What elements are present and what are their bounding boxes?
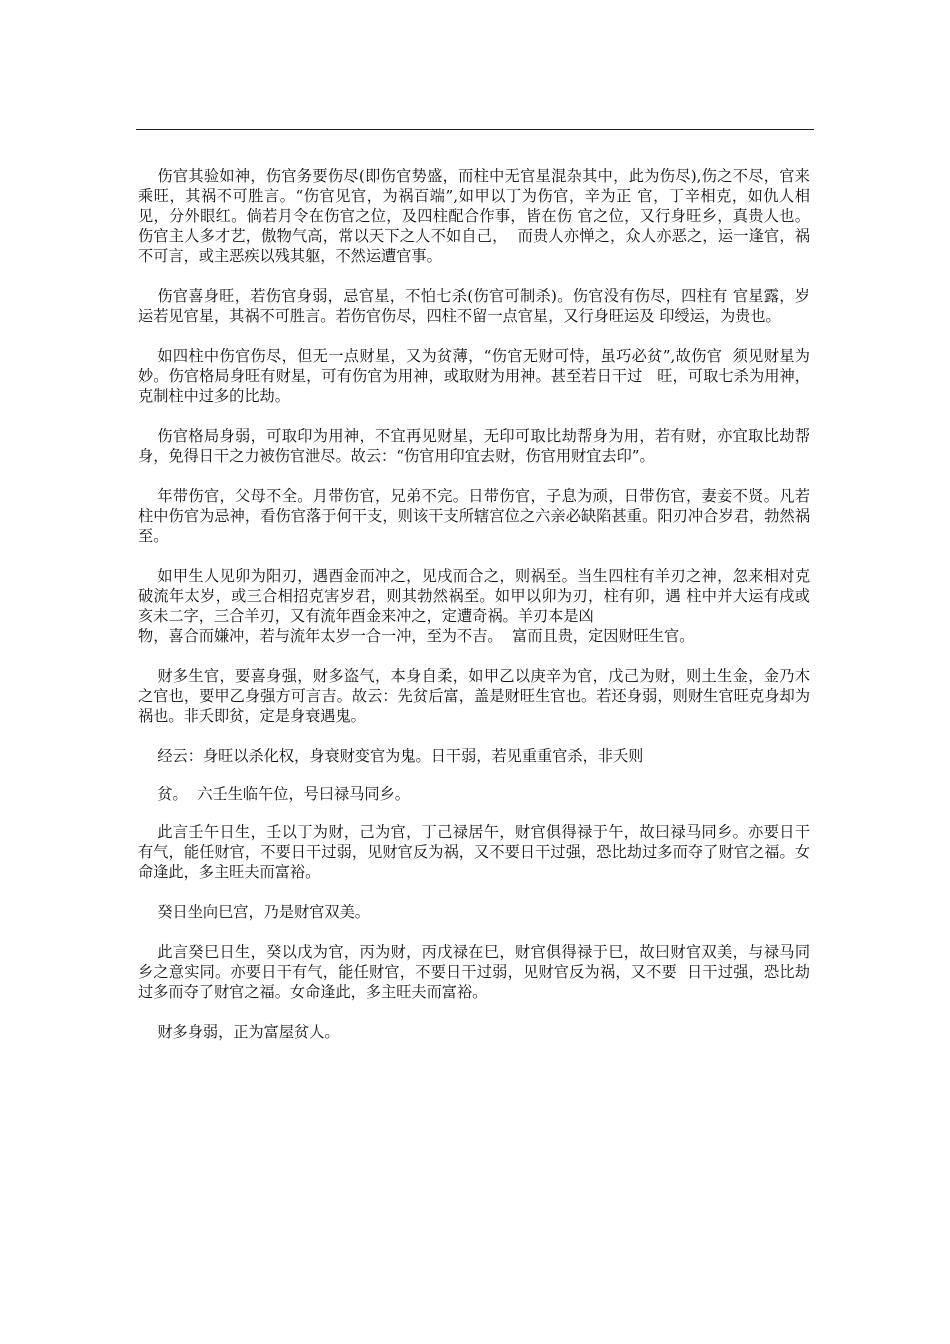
paragraph-7: 财多生官，要喜身强，财多盗气，本身自柔，如甲乙以庚辛为官，戊己为财，则土生金，金乃木之官也，要甲乙身强方可言吉。故云：先贫后富，盖是财旺生官也。若还身弱，则财生官旺克身却为祸也。非夭即贫，定是身衰遇鬼。 bbox=[138, 667, 810, 725]
paragraph-4: 伤官格局身弱，可取印为用神，不宜再见财星，无印可取比劫帮身为用，若有财，亦宜取比劫帮身，免得日干之力被伤官泄尽。故云：“伤官用印宜去财，伤官用财宜去印”。 bbox=[138, 427, 810, 465]
paragraph-3: 如四柱中伤官伤尽，但无一点财星，又为贫薄，“伤官无财可恃，虽巧必贫”,故伤官 须见财星为妙。伤官格局身旺有财星，可有伤官为用神，或取财为用神。甚至若日干过 旺，可取七杀为用神，克制柱中过多的比劫。 bbox=[138, 347, 810, 405]
paragraph-10: 此言壬午日生，壬以丁为财，己为官，丁己禄居午，财官俱得禄于午，故曰禄马同乡。亦要日干有气，能任财官，不要日干过弱，见财官反为祸，又不要日干过强，恐比劫过多而夺了财官之福。女命逢此，多主旺夫而富裕。 bbox=[138, 823, 810, 881]
paragraph-13: 财多身弱，正为富屋贫人。 bbox=[157, 1023, 340, 1041]
paragraph-2: 伤官喜身旺，若伤官身弱，忌官星，不怕七杀(伤官可制杀)。伤官没有伤尽，四柱有 官星露，岁运若见官星，其祸不可胜言。若伤官伤尽，四柱不留一点官星，又行身旺运及 印绶运，为贵也。 bbox=[138, 287, 810, 325]
paragraph-5: 年带伤官，父母不全。月带伤官，兄弟不完。日带伤官，子息为顽，日带伤官，妻妾不贤。凡若柱中伤官为忌神，看伤官落于何干支，则该干支所辖宫位之六亲必缺陷甚重。阳刃冲合岁君，勃然祸至。 bbox=[138, 487, 810, 545]
paragraph-11: 癸日坐向巳宫，乃是财官双美。 bbox=[157, 903, 370, 921]
paragraph-6: 如甲生人见卯为阳刃，遇酉金而冲之，见戌而合之，则祸至。当生四柱有羊刃之神，忽来相对克破流年太岁，或三合相招克害岁君，则其勃然祸至。如甲以卯为刃，柱有卯，遇 柱中并大运有戌或亥未二字，三合羊刃，又有流年酉金来冲之，定遭奇祸。羊刃本是凶 物，喜合而嫌冲，若与流年太岁一合一冲，至为不吉。 富而且贵，定因财旺生官。 bbox=[138, 567, 810, 645]
header-rule bbox=[136, 129, 814, 130]
paragraph-9: 贫。 六壬生临午位，号曰禄马同乡。 bbox=[157, 785, 410, 803]
paragraph-8: 经云：身旺以杀化权，身衰财变官为鬼。日干弱，若见重重官杀，非夭则 bbox=[157, 747, 644, 765]
paragraph-12: 此言癸巳日生，癸以戊为官，丙为财，丙戊禄在巳，财官俱得禄于巳，故曰财官双美，与禄马同乡之意实同。亦要日干有气，能任财官，不要日干过弱，见财官反为祸，又不要 日干过强，恐比劫过多而夺了财官之福。女命逢此，多主旺夫而富裕。 bbox=[138, 943, 810, 1001]
paragraph-1: 伤官其验如神，伤官务要伤尽(即伤官势盛，而柱中无官星混杂其中，此为伤尽),伤之不尽，官来乘旺，其祸不可胜言。“伤官见官，为祸百端”,如甲以丁为伤官，辛为正 官，丁辛相克，如仇人相见，分外眼红。倘若月令在伤官之位，及四柱配合作事，皆在伤 官之位，又行身旺乡，真贵人也。伤官主人多才艺，傲物气高，常以天下之人不如自己， 而贵人亦惮之，众人亦恶之，运一逢官，祸不可言，或主恶疾以残其躯，不然运遭官事。 bbox=[138, 167, 810, 265]
document-body bbox=[138, 166, 810, 1062]
